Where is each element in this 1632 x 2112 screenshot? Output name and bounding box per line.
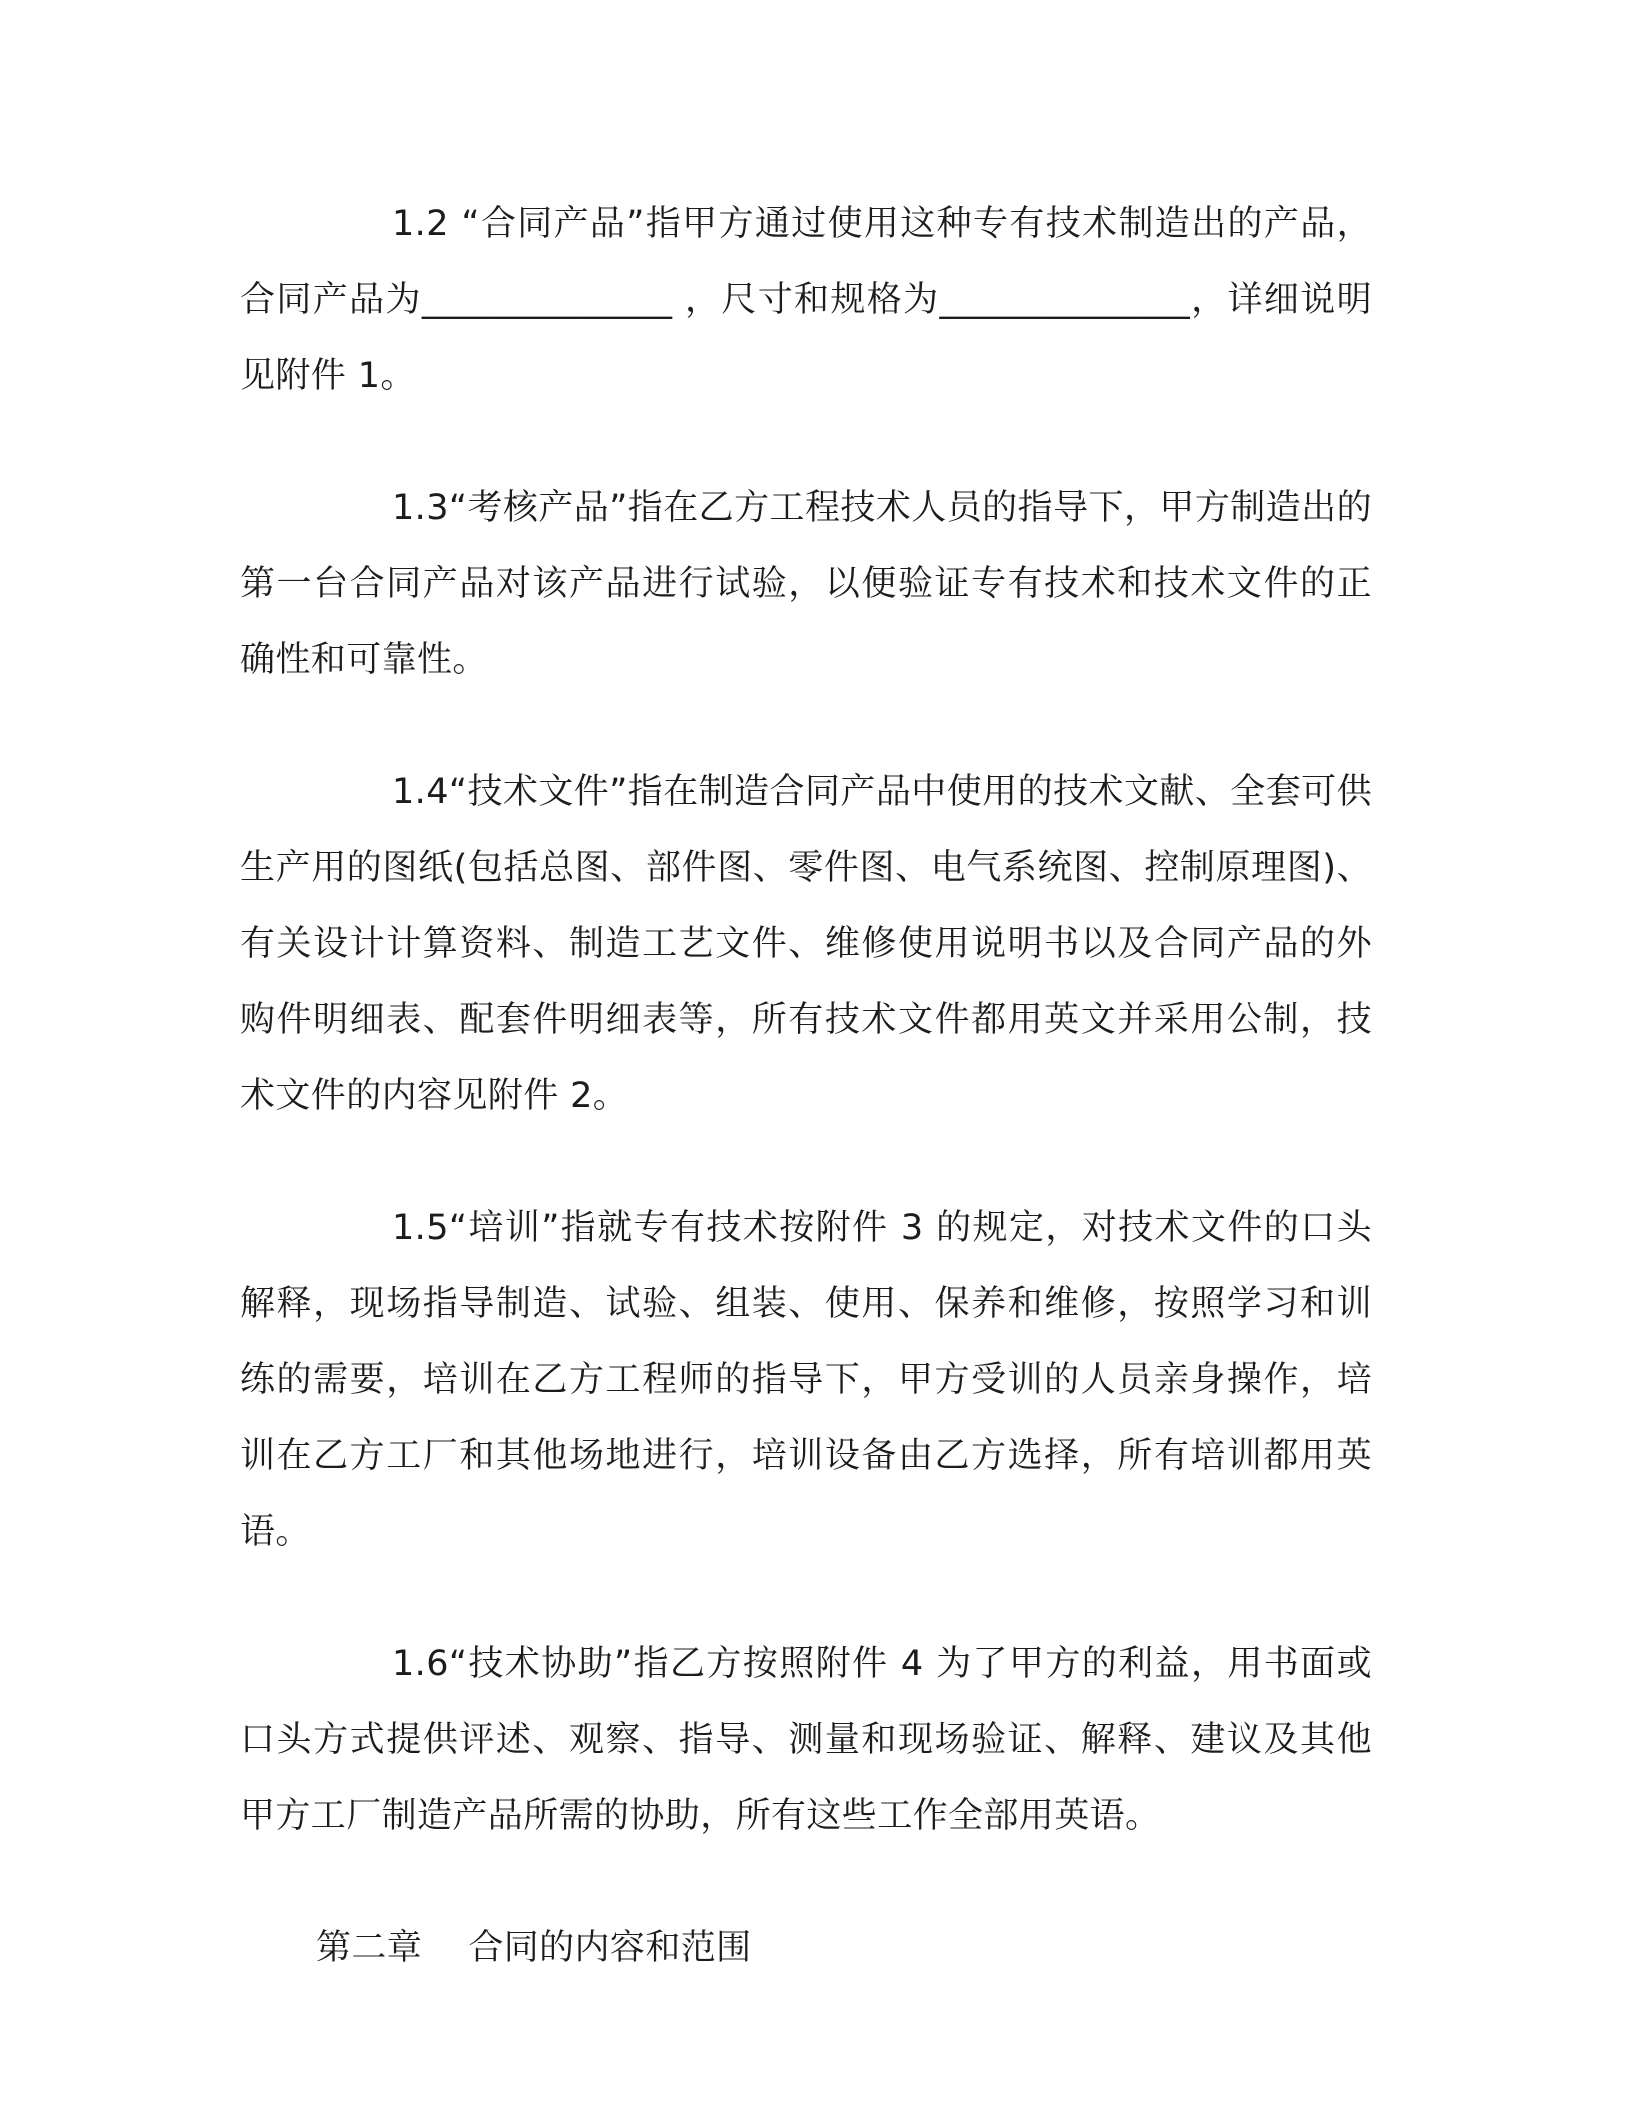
clause-1-5 (240, 1190, 1372, 1570)
document-body (240, 186, 1372, 1986)
clause-text: “合同产品”指甲方通过使用这种专有技术制造出的产品，合同产品为______________ ，尺寸和规格为______________，详细说明见附件 1。 (240, 204, 1372, 396)
clause-text: “技术协助”指乙方按照附件 4 为了甲方的利益，用书面或口头方式提供评述、观察、指导、测量和现场验证、解释、建议及其他甲方工厂制造产品所需的协助，所有这些工作全部用英语。 (240, 1644, 1372, 1836)
clause-number: 1.4 (392, 772, 449, 812)
clause-number: 1.3 (392, 488, 449, 528)
clause-1-3 (240, 470, 1372, 698)
clause-text: “考核产品”指在乙方工程技术人员的指导下，甲方制造出的第一台合同产品对该产品进行试验，以便验证专有技术和技术文件的正确性和可靠性。 (240, 488, 1372, 680)
clause-number: 1.5 (392, 1208, 449, 1248)
chapter-number: 第二章 (316, 1928, 423, 1968)
clause-number: 1.2 (392, 204, 449, 244)
chapter-title: 合同的内容和范围 (468, 1928, 752, 1968)
clause-1-2 (240, 186, 1372, 414)
clause-text: “培训”指就专有技术按附件 3 的规定，对技术文件的口头解释，现场指导制造、试验、组装、使用、保养和维修，按照学习和训练的需要，培训在乙方工程师的指导下，甲方受训的人员亲身操作，培训在乙方工厂和其他场地进行，培训设备由乙方选择，所有培训都用英语。 (240, 1208, 1372, 1552)
clause-1-4 (240, 754, 1372, 1134)
clause-1-6 (240, 1626, 1372, 1854)
clause-number: 1.6 (392, 1644, 449, 1684)
chapter-heading (240, 1910, 1372, 1986)
clause-text: “技术文件”指在制造合同产品中使用的技术文献、全套可供生产用的图纸(包括总图、部件图、零件图、电气系统图、控制原理图)、有关设计计算资料、制造工艺文件、维修使用说明书以及合同产品的外购件明细表、配套件明细表等，所有技术文件都用英文并采用公制，技术文件的内容见附件 2。 (240, 772, 1372, 1116)
